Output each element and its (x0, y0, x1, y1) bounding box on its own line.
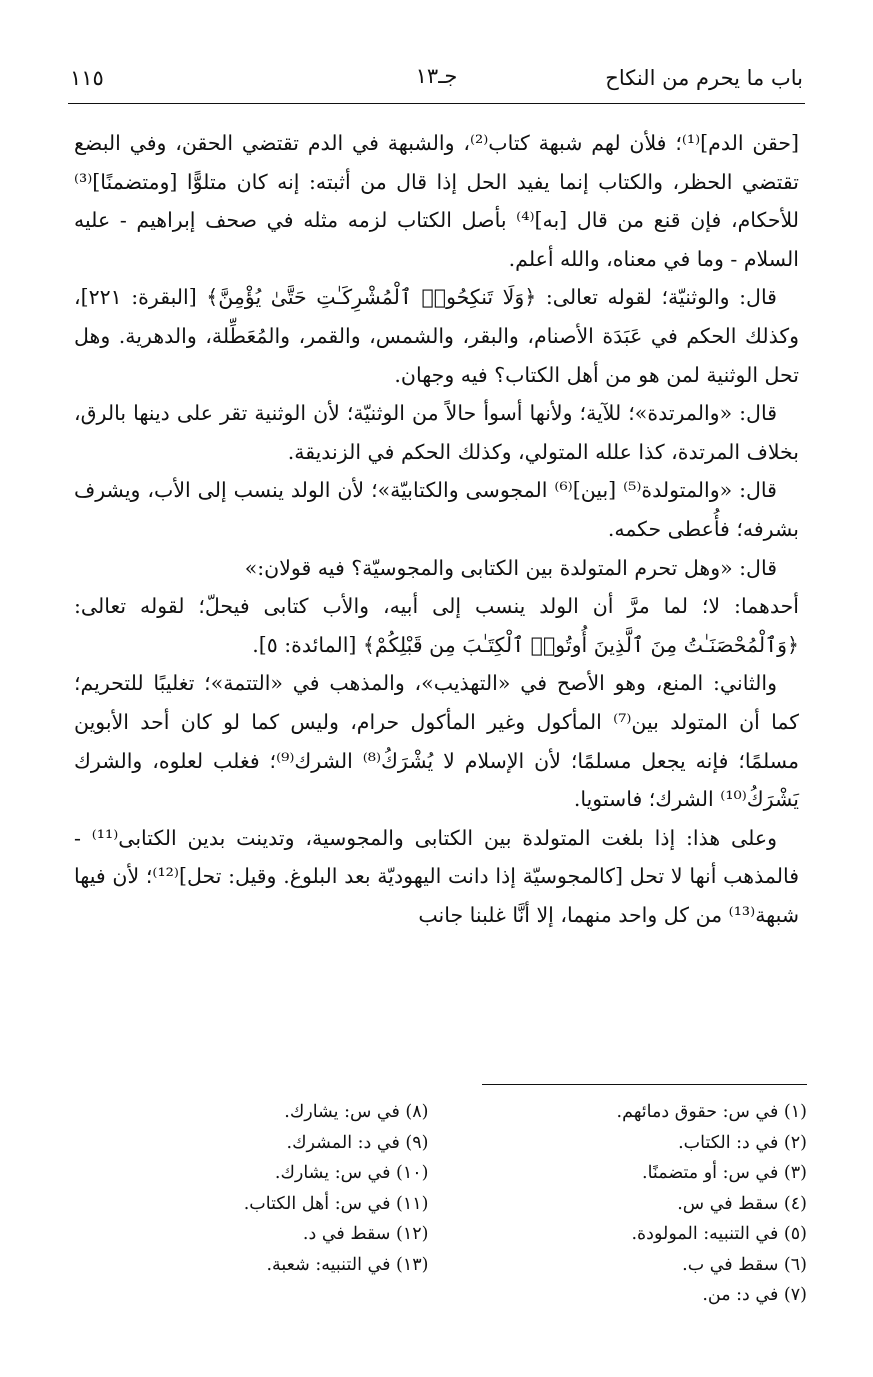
footnotes-left-column (80, 1097, 459, 1311)
paragraph-6: أحدهما: لا؛ لما مرَّ أن الولد ينسب إلى أبيه، والأب كتابى فيحلّ؛ لقوله تعالى: ﴿وَٱلْمُحْصَنَـٰتُ مِنَ ٱلَّذِينَ أُوتُوا۟ ٱلْكِتَـٰبَ مِن قَبْلِكُمْ﴾ [المائدة: ٥]. (74, 594, 799, 657)
footnote-13: (١٣) في التنبيه: شعبة. (266, 1254, 429, 1275)
footnote-6: (٦) سقط في ب. (682, 1254, 807, 1275)
footnote-12: (١٢) سقط في د. (302, 1224, 429, 1244)
footnote-9: (٩) في د: المشرك. (286, 1132, 429, 1153)
paragraph-4: قال: «والمتولدة⁽⁵⁾ [بين]⁽⁶⁾ المجوسى والكتابيّة»؛ لأن الولد ينسب إلى الأب، ويشرف بشرفه؛ فأُعطى حكمه. (74, 478, 799, 541)
footnote-8: (٨) في س: يشارك. (284, 1102, 429, 1122)
paragraph-8: وعلى هذا: إذا بلغت المتولدة بين الكتابى والمجوسية، وتدينت بدين الكتابى⁽¹¹⁾ - فالمذهب أنها لا تحل [كالمجوسيّة إذا دانت اليهوديّة بعد البلوغ. وقيل: تحل]⁽¹²⁾؛ لأن فيها شبهة⁽¹³⁾ من كل واحد منهما، إلا أنَّا غلبنا جانب (74, 825, 799, 927)
paragraph-2: قال: والوثنيّة؛ لقوله تعالى: ﴿وَلَا تَنكِحُوا۟ ٱلْمُشْرِكَـٰتِ حَتَّىٰ يُؤْمِنَّ﴾ [البقرة: ٢٢١]، وكذلك الحكم في عَبَدَة الأصنام، والبقر، والشمس، والقمر، والمُعَطِّلة، والدهرية. وهل تحل الوثنية لمن هو من أهل الكتاب؟ فيه وجهان. (74, 285, 799, 387)
footnote-11: (١١) في س: أهل الكتاب. (243, 1193, 429, 1214)
running-header (70, 58, 803, 98)
footnotes-right-column (459, 1097, 808, 1311)
header-rule (68, 103, 805, 104)
footnote-1: (١) في س: حقوق دمائهم. (616, 1102, 807, 1122)
page-number: ١١٥ (70, 66, 104, 90)
footnote-2: (٢) في د: الكتاب. (678, 1132, 807, 1153)
volume-label: جـ١٣ (415, 64, 458, 88)
chapter-title: باب ما يحرم من النكاح (605, 66, 803, 90)
paragraph-1: [حقن الدم]⁽¹⁾؛ فلأن لهم شبهة كتاب⁽²⁾، والشبهة في الدم تقتضي الحقن، وفي البضع تقتضي الحظر، والكتاب إنما يفيد الحل إذا قال من أثبته: إنه كان متلوًّا [ومتضمنًا]⁽³⁾ للأحكام، فإن قنع من قال [به]⁽⁴⁾ بأصل الكتاب لزمه مثله في صحف إبراهيم - عليه السلام - وما في معناه، والله أعلم. (74, 131, 799, 271)
footnote-10: (١٠) في س: يشارك. (274, 1163, 429, 1183)
paragraph-7: والثاني: المنع، وهو الأصح في «التهذيب»، والمذهب في «التتمة»؛ تغليبًا للتحريم؛ كما أن المتولد بين⁽⁷⁾ المأكول وغير المأكول حرام، وليس كما لو كان أحد الأبوين مسلمًا؛ فإنه يجعل مسلمًا؛ لأن الإسلام لا يُشْرَكُ⁽⁸⁾ الشرك⁽⁹⁾؛ فغلب لعلوه، والشرك يَشْرَكُ⁽¹⁰⁾ الشرك؛ فاستويا. (74, 671, 800, 812)
footnote-3: (٣) في س: أو متضمنًا. (642, 1163, 807, 1183)
footnote-4: (٤) سقط في س. (677, 1193, 807, 1214)
paragraph-5: قال: «وهل تحرم المتولدة بين الكتابى والمجوسيّة؟ فيه قولان:» (244, 555, 777, 580)
paragraph-3: قال: «والمرتدة»؛ للآية؛ ولأنها أسوأ حالاً من الوثنيّة؛ لأن الوثنية تقر على دينها بالرق، بخلاف المرتدة، كذا علله المتولي، وكذلك الحكم في الزنديقة. (74, 401, 799, 464)
footnotes (80, 1097, 807, 1311)
footnote-rule (482, 1084, 807, 1085)
footnote-7: (٧) في د: من. (702, 1285, 807, 1305)
main-text (74, 124, 799, 934)
footnote-5: (٥) في التنبيه: المولودة. (631, 1224, 807, 1244)
